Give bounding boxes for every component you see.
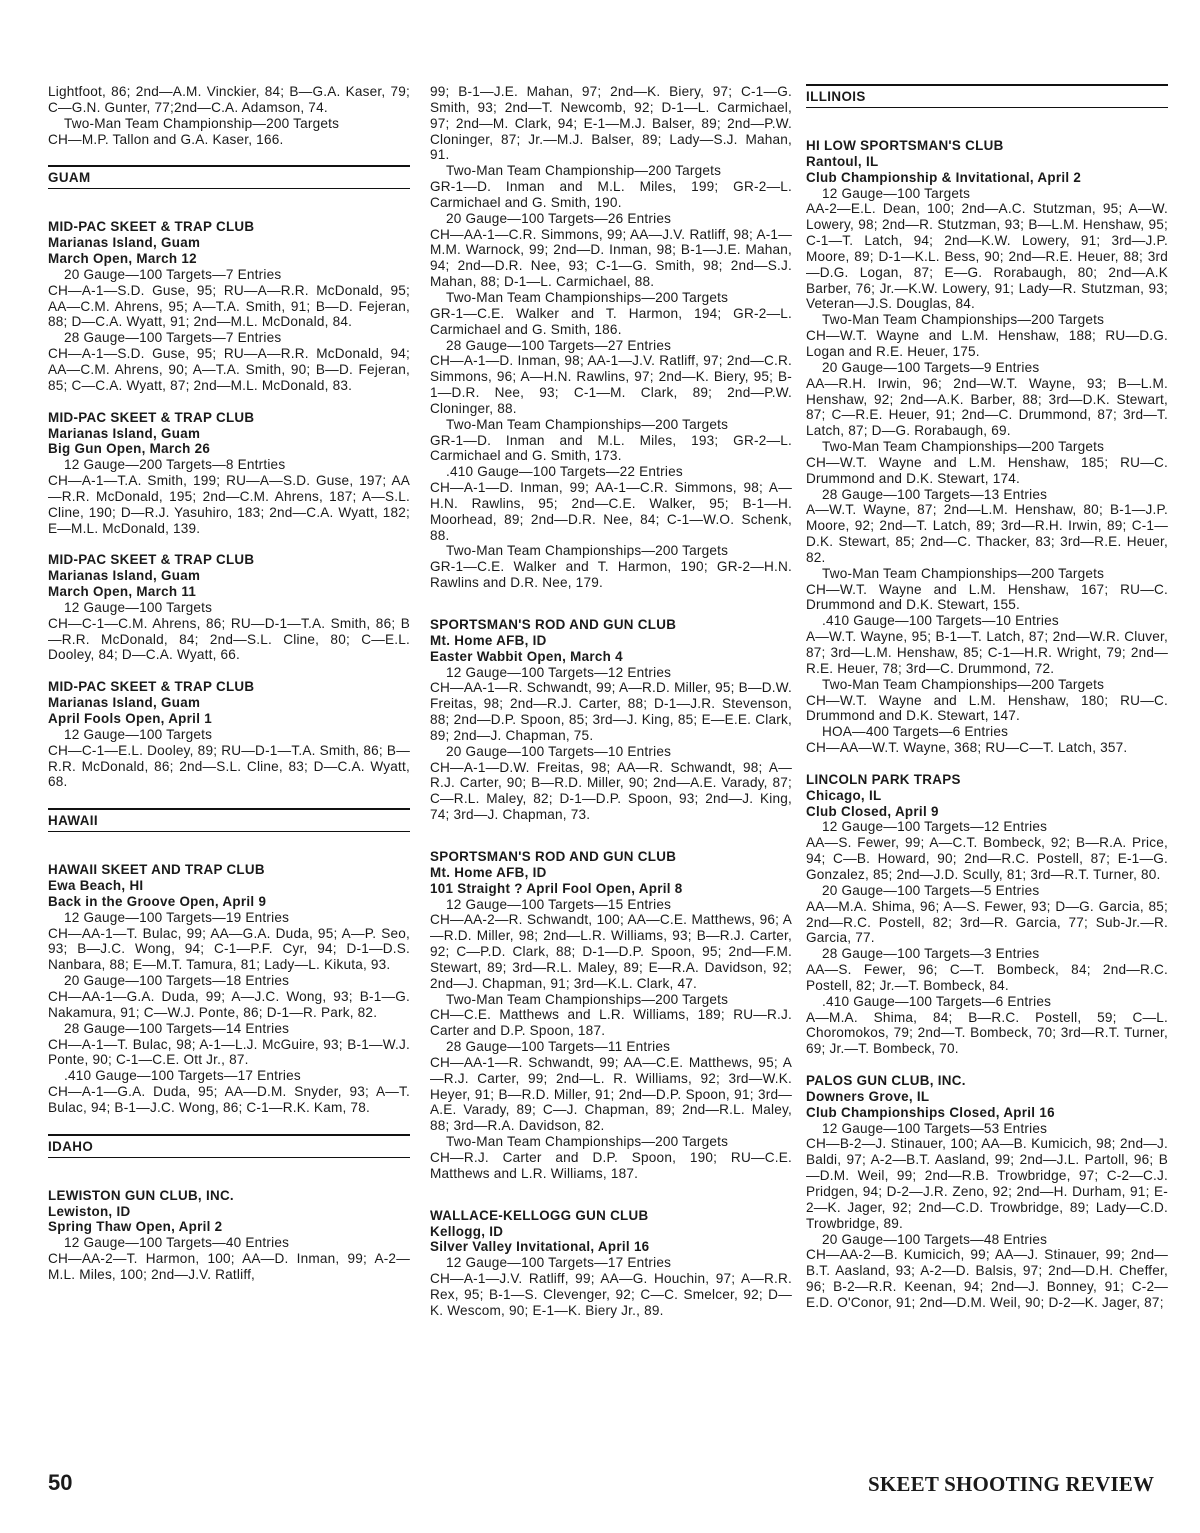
event-title: Silver Valley Invitational, April 16 — [430, 1239, 650, 1255]
club-location: Chicago, IL — [806, 787, 882, 803]
results-text: A—W.T. Wayne, 95; B-1—T. Latch, 87; 2nd—W.R. Cluver, 87; 3rd—L.M. Henshaw, 85; C-1—H.R. Wright, 79; 2nd—R.E. Heuer, 78; 3rd—C. Drummond, 72. — [806, 629, 1168, 676]
event-title: Club Championship & Invitational, April 2 — [806, 169, 1082, 185]
gauge-heading: 12 Gauge—200 Targets—8 Entrties — [64, 457, 286, 473]
gauge-heading: 12 Gauge—100 Targets—19 Entries — [64, 909, 290, 925]
results-text: CH—A-1—D.W. Freitas, 98; AA—R. Schwandt, 98; A—R.J. Carter, 90; B—R.D. Miller, 90; 2nd—A.E. Varady, 87; C—R.L. Maley, 82; D-1—D.P. Spoon, 93; 2nd—J. King, 74; 3rd—J. Chapman, 73. — [430, 759, 792, 823]
results-text: CH—A-1—T.A. Smith, 199; RU—A—S.D. Guse, 197; AA—R.R. McDonald, 195; 2nd—C.M. Ahrens, 187; A—S.L. Cline, 190; D—R.J. Yasuhiro, 183; 2nd—C.A. Wyatt, 182; E—M.L. McDonald, 139. — [48, 473, 410, 536]
results-text: CH—AA-1—R. Schwandt, 99; AA—C.E. Matthews, 95; A—R.J. Carter, 99; 2nd—L. R. Williams, 92; 3rd—W.K. Heyer, 91; B—R.D. Miller, 91; 2nd—D.P. Spoon, 91; 3rd—A.E. Varady, 89; C—J. Chapman, 89; 2nd—R.L. Maley, 88; 3rd—R.A. Davidson, 82. — [430, 1054, 792, 1134]
club-name: MID-PAC SKEET & TRAP CLUB — [48, 409, 255, 425]
club-location: Marianas Island, Guam — [48, 235, 201, 251]
gauge-heading: 20 Gauge—100 Targets—9 Entries — [822, 359, 1040, 375]
gauge-heading: 20 Gauge—100 Targets—26 Entries — [446, 210, 672, 226]
gauge-heading: 12 Gauge—100 Targets — [64, 599, 213, 615]
club-location: Ewa Beach, HI — [48, 878, 144, 894]
results-text: A—W.T. Wayne, 87; 2nd—L.M. Henshaw, 80; B-1—J.P. Moore, 92; 2nd—T. Latch, 89; 3rd—R.H. Irwin, 89; C-1—D.K. Stewart, 85; 2nd—C. Thacker, 83; 3rd—R.E. Heuer, 82. — [806, 502, 1168, 565]
results-text: CH—A-1—T. Bulac, 98; A-1—L.J. McGuire, 93; B-1—W.J. Ponte, 90; C-1—C.E. Ott Jr., 87. — [48, 1036, 410, 1068]
results-text: CH—AA-1—R. Schwandt, 99; A—R.D. Miller, 95; B—D.W. Freitas, 98; 2nd—R.J. Carter, 88; D-1—J.R. Stevenson, 88; 2nd—D.P. Spoon, 85; 3rd—J. King, 85; E—E.E. Clark, 89; 2nd—J. Chapman, 75. — [430, 680, 792, 743]
club-entry — [48, 219, 410, 393]
results-text: CH—AA-1—T. Bulac, 99; AA—G.A. Duda, 95; A—P. Seo, 93; B—J.C. Wong, 94; C-1—P.F. Cyr, 94; D-1—D.S. Nanbara, 88; E—M.T. Tamura, 81; Lady—L. Kikuta, 93. — [48, 925, 410, 973]
gauge-heading: 28 Gauge—100 Targets—14 Entries — [64, 1020, 290, 1036]
club-entry — [430, 617, 792, 823]
club-name: MID-PAC SKEET & TRAP CLUB — [48, 552, 255, 568]
event-subheading: Two-Man Team Championships—200 Targets — [822, 565, 1105, 581]
club-entry — [430, 1208, 792, 1319]
gauge-heading: .410 Gauge—100 Targets—6 Entries — [822, 993, 1052, 1009]
results-text: CH—C-1—C.M. Ahrens, 86; RU—D-1—T.A. Smith, 86; B—R.R. McDonald, 84; 2nd—S.L. Cline, 80; C—E.L. Dooley, 84; D—C.A. Wyatt, 66. — [48, 615, 410, 663]
results-text: GR-1—C.E. Walker and T. Harmon, 194; GR-2—L. Carmichael and G. Smith, 186. — [430, 305, 792, 337]
section-header-guam: GUAM — [48, 165, 410, 189]
gauge-heading: 20 Gauge—100 Targets—10 Entries — [446, 743, 672, 759]
gauge-heading: 28 Gauge—100 Targets—27 Entries — [446, 337, 672, 353]
results-text: AA—S. Fewer, 99; A—C.T. Bombeck, 92; B—R.A. Price, 94; C—B. Howard, 90; 2nd—R.C. Postell, 87; E-1—G. Gonzalez, 85; 2nd—J.D. Scully, 81; 3rd—R.T. Turner, 80. — [806, 835, 1168, 882]
gauge-heading: 20 Gauge—100 Targets—5 Entries — [822, 882, 1040, 898]
club-location: Mt. Home AFB, ID — [430, 632, 547, 648]
column-1 — [48, 84, 410, 1283]
club-location: Downers Grove, IL — [806, 1088, 930, 1104]
club-location: Rantoul, IL — [806, 153, 879, 169]
club-location: Lewiston, ID — [48, 1203, 131, 1219]
gauge-heading: .410 Gauge—100 Targets—17 Entries — [64, 1068, 301, 1084]
club-location: Marianas Island, Guam — [48, 568, 201, 584]
event-title: Club Closed, April 9 — [806, 803, 939, 819]
results-text: AA—S. Fewer, 96; C—T. Bombeck, 84; 2nd—R.C. Postell, 82; Jr.—T. Bombeck, 84. — [806, 962, 1168, 993]
gauge-heading: 28 Gauge—100 Targets—11 Entries — [446, 1039, 671, 1055]
results-text: CH—C-1—E.L. Dooley, 89; RU—D-1—T.A. Smith, 86; B—R.R. McDonald, 86; 2nd—S.L. Cline, 83; D—C.A. Wyatt, 68. — [48, 742, 410, 790]
results-text: CH—W.T. Wayne and L.M. Henshaw, 167; RU—C. Drummond and D.K. Stewart, 155. — [806, 581, 1168, 613]
section-header-illinois: ILLINOIS — [806, 84, 1168, 108]
gauge-heading: 20 Gauge—100 Targets—7 Entries — [64, 266, 282, 282]
results-text: CH—R.J. Carter and D.P. Spoon, 190; RU—C.E. Matthews and L.R. Williams, 187. — [430, 1150, 792, 1181]
event-title: 101 Straight ? April Fool Open, April 8 — [430, 880, 683, 896]
gauge-heading: 28 Gauge—100 Targets—13 Entries — [822, 486, 1048, 502]
gauge-heading: 12 Gauge—100 Targets—15 Entries — [446, 896, 672, 912]
event-title: Big Gun Open, March 26 — [48, 441, 211, 457]
results-text: CH—A-1—J.V. Ratliff, 99; AA—G. Houchin, 97; A—R.R. Rex, 95; B-1—S. Clevenger, 92; C—C. Smelcer, 92; D—K. Wescom, 90; E-1—K. Biery Jr., 89. — [430, 1271, 792, 1318]
event-subheading: Two-Man Team Championships—200 Targets — [446, 543, 729, 559]
club-entry — [48, 552, 410, 663]
gauge-heading: 12 Gauge—100 Targets—12 Entries — [446, 664, 672, 680]
club-entry — [806, 772, 1168, 1057]
publication-title: SKEET SHOOTING REVIEW — [868, 1472, 1155, 1496]
event-title: March Open, March 11 — [48, 584, 197, 600]
results-text: CH—AA-1—G.A. Duda, 99; A—J.C. Wong, 93; B-1—G. Nakamura, 91; C—W.J. Ponte, 86; D-1—R. Park, 82. — [48, 988, 410, 1020]
club-name: LINCOLN PARK TRAPS — [806, 771, 961, 787]
event-subheading: Two-Man Team Championships—200 Targets — [446, 1134, 729, 1150]
results-text: CH—W.T. Wayne and L.M. Henshaw, 185; RU—C. Drummond and D.K. Stewart, 174. — [806, 454, 1168, 486]
section-header-idaho: IDAHO — [48, 1134, 410, 1158]
club-name: LEWISTON GUN CLUB, INC. — [48, 1187, 234, 1203]
club-entry — [806, 138, 1168, 756]
club-location: Marianas Island, Guam — [48, 425, 201, 441]
gauge-heading: 12 Gauge—100 Targets — [64, 726, 213, 742]
club-entry — [48, 679, 410, 790]
results-text: GR-1—C.E. Walker and T. Harmon, 190; GR-2—H.N. Rawlins and D.R. Nee, 179. — [430, 559, 792, 591]
gauge-heading: .410 Gauge—100 Targets—22 Entries — [446, 464, 683, 480]
results-text: CH—C.E. Matthews and L.R. Williams, 189; RU—R.J. Carter and D.P. Spoon, 187. — [430, 1007, 792, 1039]
club-entry — [430, 849, 792, 1182]
event-subheading: Two-Man Team Championships—200 Targets — [446, 416, 729, 432]
results-text: CH—AA—W.T. Wayne, 368; RU—C—T. Latch, 357. — [806, 740, 1128, 756]
event-subheading: Two-Man Team Championships—200 Targets — [446, 289, 729, 305]
event-title: Back in the Groove Open, April 9 — [48, 893, 267, 909]
club-location: Kellogg, ID — [430, 1223, 504, 1239]
results-text: CH—A-1—D. Inman, 99; AA-1—C.R. Simmons, 98; A—H.N. Rawlins, 95; 2nd—C.E. Walker, 95; B-1—H. Moorhead, 89; 2nd—D.R. Nee, 84; C-1—W.O. Schenk, 88. — [430, 480, 792, 543]
club-entry — [48, 410, 410, 537]
gauge-heading: 12 Gauge—100 Targets — [822, 185, 971, 201]
event-title: Club Championships Closed, April 16 — [806, 1104, 1055, 1120]
gauge-heading: 12 Gauge—100 Targets—12 Entries — [822, 819, 1048, 835]
club-location: Mt. Home AFB, ID — [430, 864, 547, 880]
results-text: CH—B-2—J. Stinauer, 100; AA—B. Kumicich, 98; 2nd—J. Baldi, 97; A-2—B.T. Aasland, 99; 2nd—J.L. Partoll, 96; B—D.M. Weil, 99; 2nd—R.B. Trowbridge, 97; C-2—C.J. Pridgen, 94; D-2—J.R. Zeno, 92; 2nd—H. Durham, 91; E-2—K. Jager, 92; 2nd—C.D. Trowbridge, 89; Lady—C.D. Trowbridge, 89. — [806, 1136, 1168, 1231]
club-name: PALOS GUN CLUB, INC. — [806, 1073, 966, 1089]
results-text: AA—R.H. Irwin, 96; 2nd—W.T. Wayne, 93; B—L.M. Henshaw, 92; 2nd—A.K. Barber, 88; 3rd—D.K. Stewart, 87; C—R.E. Heuer, 91; 2nd—C. Drummond, 87; 3rd—T. Latch, 87; D—G. Rorabaugh, 69. — [806, 375, 1168, 439]
results-text: A—M.A. Shima, 84; B—R.C. Postell, 59; C—L. Choromokos, 79; 2nd—T. Bombeck, 70; 3rd—R.T. Turner, 69; Jr.—T. Bombeck, 70. — [806, 1009, 1168, 1057]
results-text: CH—A-1—S.D. Guse, 95; RU—A—R.R. McDonald, 95; AA—C.M. Ahrens, 95; A—T.A. Smith, 91; B—D. Fejeran, 88; D—C.A. Wyatt, 91; 2nd—M.L. McDonald, 84. — [48, 282, 410, 330]
gauge-heading: HOA—400 Targets—6 Entries — [822, 724, 1009, 740]
club-name: SPORTSMAN'S ROD AND GUN CLUB — [430, 617, 677, 632]
gauge-heading: 20 Gauge—100 Targets—18 Entries — [64, 973, 290, 989]
gauge-heading: 28 Gauge—100 Targets—3 Entries — [822, 946, 1040, 962]
results-text: CH—A-1—G.A. Duda, 95; AA—D.M. Snyder, 93; A—T. Bulac, 94; B-1—J.C. Wong, 86; C-1—R.K. Kam, 78. — [48, 1084, 410, 1115]
event-subheading: Two-Man Team Championships—200 Targets — [822, 312, 1105, 328]
event-title: April Fools Open, April 1 — [48, 711, 212, 726]
results-text: CH—AA-1—C.R. Simmons, 99; AA—J.V. Ratliff, 98; A-1—M.M. Warnock, 99; 2nd—D. Inman, 98; B-1—J.E. Mahan, 94; 2nd—D.R. Nee, 93; C-1—G. Smith, 98; 2nd—S.J. Mahan, 88; D-1—L. Carmichael, 88. — [430, 226, 792, 290]
results-text: GR-1—D. Inman and M.L. Miles, 199; GR-2—L. Carmichael and G. Smith, 190. — [430, 179, 792, 210]
results-text: AA—M.A. Shima, 96; A—S. Fewer, 93; D—G. Garcia, 85; 2nd—R.C. Postell, 82; 3rd—R. Garcia, 77; Sub-Jr.—R. Garcia, 77. — [806, 898, 1168, 946]
event-subheading: Two-Man Team Championships—200 Targets — [446, 991, 729, 1007]
club-name: WALLACE-KELLOGG GUN CLUB — [430, 1207, 649, 1223]
club-name: SPORTSMAN'S ROD AND GUN CLUB — [430, 848, 677, 864]
gauge-heading: 20 Gauge—100 Targets—48 Entries — [822, 1231, 1048, 1247]
club-name: MID-PAC SKEET & TRAP CLUB — [48, 219, 255, 235]
results-text: CH—A-1—S.D. Guse, 95; RU—A—R.R. McDonald, 94; AA—C.M. Ahrens, 90; A—T.A. Smith, 90; B—D. Fejeran, 85; C—C.A. Wyatt, 87; 2nd—M.L. McDonald, 83. — [48, 346, 410, 393]
results-text: CH—M.P. Tallon and G.A. Kaser, 166. — [48, 131, 284, 147]
results-text: Lightfoot, 86; 2nd—A.M. Vinckier, 84; B—G.A. Kaser, 79; C—G.N. Gunter, 77;2nd—C.A. Adamson, 74. — [48, 84, 410, 115]
results-text: CH—W.T. Wayne and L.M. Henshaw, 188; RU—D.G. Logan and R.E. Heuer, 175. — [806, 328, 1168, 359]
results-text: CH—W.T. Wayne and L.M. Henshaw, 180; RU—C. Drummond and D.K. Stewart, 147. — [806, 692, 1168, 724]
event-subheading: Two-Man Team Championship—200 Targets — [64, 115, 340, 131]
gauge-heading: .410 Gauge—100 Targets—10 Entries — [822, 613, 1059, 629]
results-text: CH—AA-2—B. Kumicich, 99; AA—J. Stinauer, 99; 2nd—B.T. Aasland, 93; A-2—D. Balsis, 97; 2nd—D.H. Cheffer, 96; B-2—R.R. Keenan, 94; 2nd—J. Bonney, 91; C-2—E.D. O'Conor, 91; 2nd—D.M. Weil, 90; D-2—K. Jager, 87; — [806, 1247, 1168, 1310]
club-name: HAWAII SKEET AND TRAP CLUB — [48, 862, 265, 878]
gauge-heading: 28 Gauge—100 Targets—7 Entries — [64, 330, 282, 346]
club-entry — [48, 862, 410, 1116]
results-text: CH—A-1—D. Inman, 98; AA-1—J.V. Ratliff, 97; 2nd—C.R. Simmons, 96; A—H.N. Rawlins, 97; 2nd—K. Biery, 95; B-1—D.R. Nee, 93; C-1—M. Clark, 89; 2nd—P.W. Cloninger, 88. — [430, 353, 792, 416]
event-subheading: Two-Man Team Championships—200 Targets — [822, 676, 1105, 692]
club-name: HI LOW SPORTSMAN'S CLUB — [806, 138, 1004, 153]
gauge-heading: 12 Gauge—100 Targets—17 Entries — [446, 1255, 672, 1271]
gauge-heading: 12 Gauge—100 Targets—53 Entries — [822, 1120, 1048, 1136]
club-entry — [48, 1188, 410, 1283]
results-text: GR-1—D. Inman and M.L. Miles, 193; GR-2—L. Carmichael and G. Smith, 173. — [430, 432, 792, 464]
event-title: March Open, March 12 — [48, 251, 197, 267]
results-text: AA-2—E.L. Dean, 100; 2nd—A.C. Stutzman, 95; A—W. Lowery, 98; 2nd—R. Stutzman, 93; B—L.M. Henshaw, 95; C-1—T. Latch, 94; 2nd—K.W. Lowery, 91; 3rd—J.P. Moore, 89; D-1—K.L. Bess, 90; 2nd—R.E. Heuer, 88; 3rd—D.G. Logan, 87; E—G. Rorabaugh, 80; 2nd—A.K Barber, 76; Jr.—K.W. Lowery, 91; Lady—R. Stutzman, 93; Veteran—J.S. Douglas, 84. — [806, 201, 1168, 312]
event-title: Spring Thaw Open, April 2 — [48, 1219, 223, 1235]
page-number: 50 — [48, 1470, 73, 1495]
event-title: Easter Wabbit Open, March 4 — [430, 648, 623, 664]
club-name: MID-PAC SKEET & TRAP CLUB — [48, 679, 255, 695]
results-text: CH—AA-2—R. Schwandt, 100; AA—C.E. Matthews, 96; A—R.D. Miller, 98; 2nd—L.R. Williams, 93; B—R.J. Carter, 92; C—P.D. Clark, 88; D-1—D.P. Spoon, 95; 2nd—F.M. Stewart, 89; 3rd—R.L. Maley, 89; E—R.A. Davidson, 92; 2nd—J. Chapman, 91; 3rd—K.L. Clark, 47. — [430, 912, 792, 991]
section-header-hawaii: HAWAII — [48, 808, 410, 832]
club-entry — [806, 1073, 1168, 1311]
event-subheading: Two-Man Team Championships—200 Targets — [822, 439, 1105, 455]
column-2 — [430, 84, 792, 1319]
results-text: CH—AA-2—T. Harmon, 100; AA—D. Inman, 99; A-2—M.L. Miles, 100; 2nd—J.V. Ratliff, — [48, 1251, 410, 1282]
column-3 — [806, 84, 1168, 1311]
results-text: 99; B-1—J.E. Mahan, 97; 2nd—K. Biery, 97; C-1—G. Smith, 93; 2nd—T. Newcomb, 92; D-1—L. Carmichael, 97; 2nd—M. Clark, 94; E-1—M.J. Balser, 89; 2nd—P.W. Cloninger, 87; Jr.—M.J. Balser, 89; Lady—S.J. Mahan, 91. — [430, 84, 792, 163]
gauge-heading: 12 Gauge—100 Targets—40 Entries — [64, 1235, 290, 1251]
event-subheading: Two-Man Team Championship—200 Targets — [446, 163, 722, 179]
club-location: Marianas Island, Guam — [48, 695, 201, 711]
